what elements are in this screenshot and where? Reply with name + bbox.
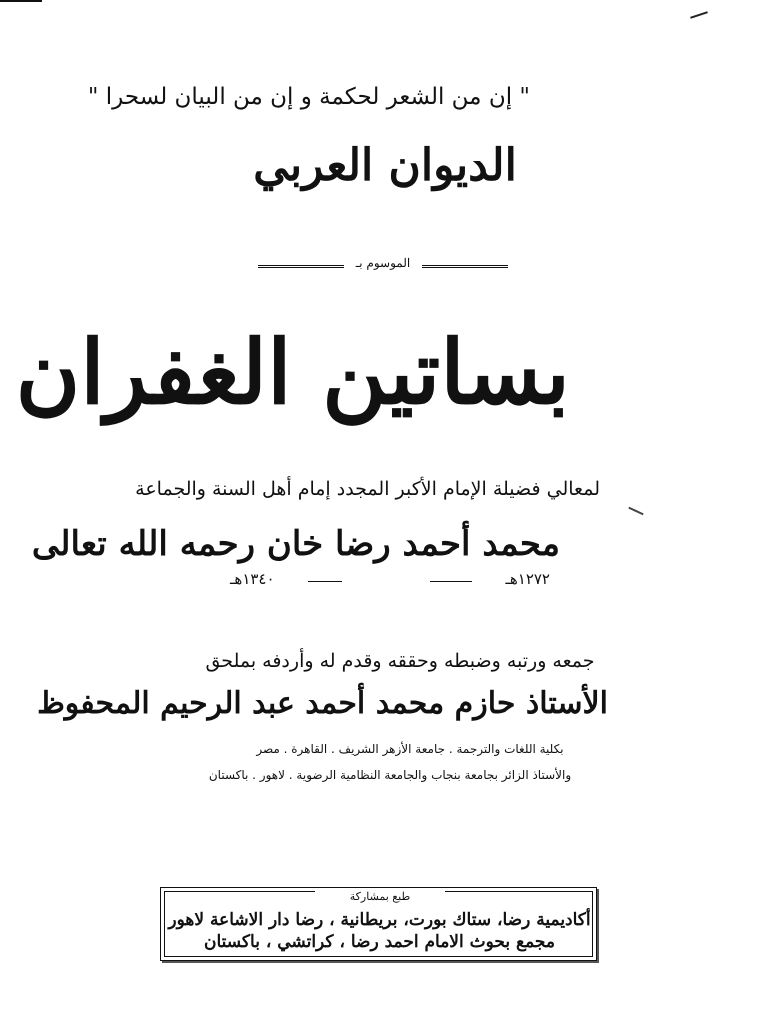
birth-year: ١٢٧٢هـ <box>505 570 550 588</box>
connector-ornament <box>258 256 508 276</box>
publisher-line: أكاديمية رضا، ستاك بورت، بريطانية ، رضا دار الاشاعة لاهور <box>168 910 591 930</box>
subtitle-connector: الموسوم بـ <box>355 256 411 270</box>
publisher-box <box>160 887 597 961</box>
scan-edge-line <box>0 0 42 2</box>
author-dates <box>230 570 550 594</box>
divider-rule <box>422 265 508 268</box>
author-name: محمد أحمد رضا خان رحمه الله تعالى <box>31 524 560 564</box>
scan-mark <box>690 11 708 18</box>
motto: " إن من الشعر لحكمة و إن من البيان لسحرا " <box>87 84 530 110</box>
series-title: الديوان العربي <box>253 140 517 191</box>
divider-rule <box>258 265 344 268</box>
dash <box>430 581 472 582</box>
dash <box>308 581 342 582</box>
author-intro: لمعالي فضيلة الإمام الأكبر المجدد إمام أهل السنة والجماعة <box>135 478 600 500</box>
main-title: بساتين الغفران <box>15 320 570 424</box>
publisher-box-frame <box>164 891 593 957</box>
editor-affiliation: بكلية اللغات والترجمة . جامعة الأزهر الشريف . القاهرة . مصر <box>256 742 564 756</box>
compiled-by: جمعه ورتبه وضبطه وحققه وقدم له وأردفه بملحق <box>205 650 595 672</box>
publisher-line: مجمع بحوث الامام احمد رضا ، كراتشي ، باكستان <box>203 932 556 952</box>
editor-name: الأستاذ حازم محمد أحمد عبد الرحيم المحفوظ <box>37 686 608 721</box>
death-year: ١٣٤٠هـ <box>230 570 275 588</box>
printed-label: طبع بمشاركة <box>315 890 445 903</box>
editor-affiliation: والأستاذ الزائر بجامعة بنجاب والجامعة النظامية الرضوية . لاهور . باكستان <box>208 768 572 782</box>
scan-mark <box>628 507 643 516</box>
